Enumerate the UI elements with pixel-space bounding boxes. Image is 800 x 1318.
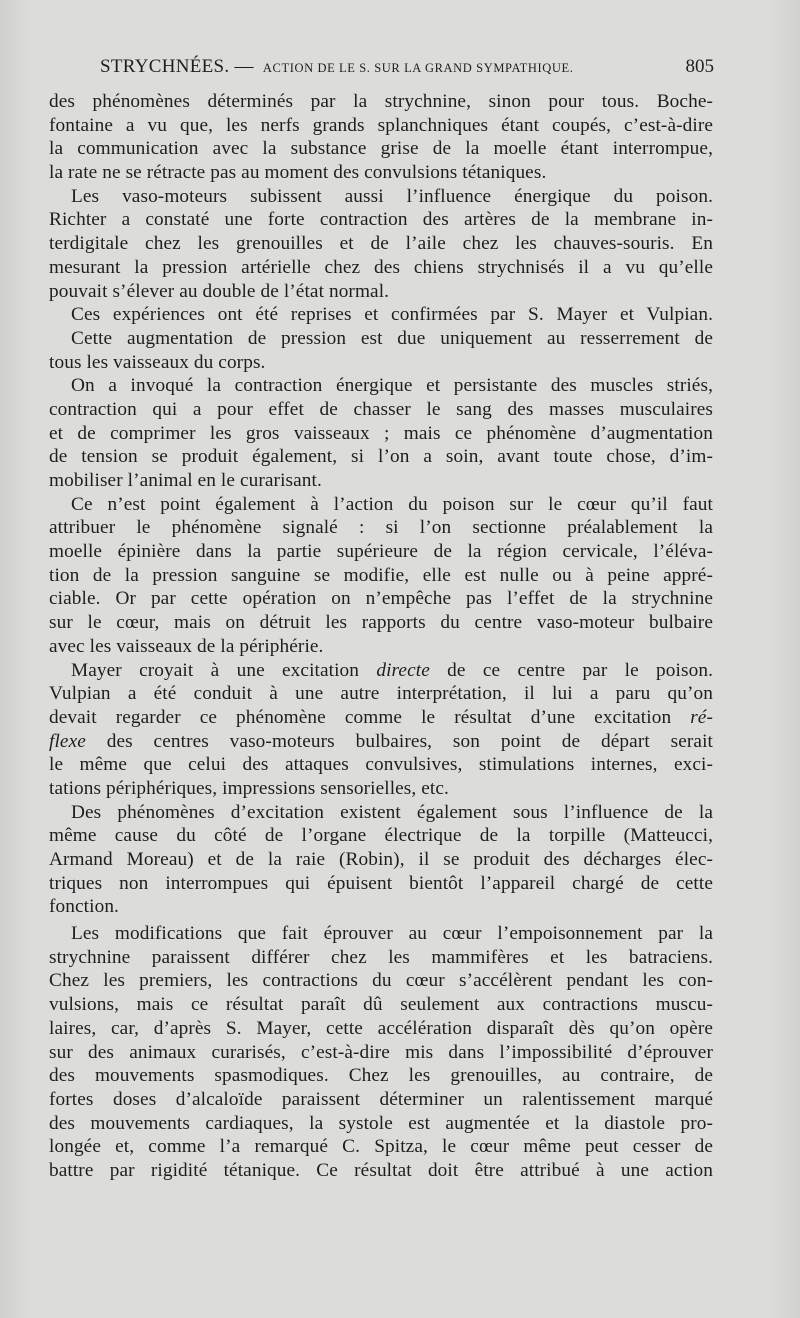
text-line: sur des animaux curarisés, c’est-à-dire mis dans l’impossibilité d’éprouver: [49, 1041, 713, 1063]
text-line: mobiliser l’animal en le curarisant.: [49, 470, 322, 491]
page-number: 805: [685, 56, 714, 77]
running-title-dash: —: [234, 56, 254, 77]
text-line: Des phénomènes d’excitation existent également sous l’influence de la: [71, 801, 713, 823]
text-line: vulsions, mais ce résultat paraît dû seulement aux contractions muscu-: [49, 994, 713, 1016]
text-line: de tension se produit également, si l’on a soin, avant toute chose, d’im-: [49, 446, 713, 468]
text-segment: des centres vaso-moteurs bulbaires, son point de départ serait: [85, 730, 713, 752]
text-line: terdigitale chez les grenouilles et de l’aile chez les chauves-souris. En: [49, 233, 713, 255]
text-line: et de comprimer les gros vaisseaux ; mais ce phénomène d’augmentation: [49, 422, 713, 444]
italic-word: ré-: [690, 706, 713, 728]
text-line: strychnine paraissent différer chez les mammifères et les batraciens.: [49, 946, 713, 968]
text-line: longée et, comme l’a remarqué C. Spitza, le cœur même peut cesser de: [49, 1136, 713, 1158]
text-line: On a invoqué la contraction énergique et persistante des muscles striés,: [71, 375, 713, 397]
italic-word: directe: [376, 659, 430, 681]
text-line: tion de la pression sanguine se modifie, elle est nulle ou à peine appré-: [49, 564, 713, 586]
italic-word: flexe: [49, 730, 86, 752]
text-line: fonction.: [49, 896, 119, 918]
text-line: [49, 730, 713, 754]
text-line: la communication avec la substance grise de la moelle étant interrompue,: [49, 138, 713, 160]
text-line: des phénomènes déterminés par la strychnine, sinon pour tous. Boche-: [49, 91, 713, 112]
running-title-main: STRYCHNÉES.: [100, 56, 230, 77]
text-line: Armand Moreau) et de la raie (Robin), il se produit des décharges élec-: [49, 849, 713, 870]
text-line: la rate ne se rétracte pas au moment des convulsions tétaniques.: [49, 162, 547, 184]
body-text: [49, 90, 713, 1183]
text-line: battre par rigidité tétanique. Ce résultat doit être attribué à une action: [49, 1159, 713, 1181]
running-title: [100, 56, 574, 78]
text-line: Les vaso-moteurs subissent aussi l’influence énergique du poison.: [71, 185, 713, 207]
text-segment: Mayer croyait à une excitation: [71, 659, 377, 681]
text-line: Ces expériences ont été reprises et confirmées par S. Mayer et Vulpian.: [71, 304, 713, 326]
text-line: des mouvements cardiaques, la systole est augmentée et la diastole pro-: [49, 1112, 713, 1134]
text-segment: devait regarder ce phénomène comme le résultat d’une excitation: [49, 706, 691, 728]
text-line: sur le cœur, mais on détruit les rapports du centre vaso-moteur bulbaire: [49, 612, 713, 634]
text-line: attribuer le phénomène signalé : si l’on sectionne préalablement la: [49, 517, 713, 539]
text-line: [49, 706, 713, 730]
text-line: Cette augmentation de pression est due uniquement au resserrement de: [71, 327, 713, 349]
text-line: avec les vaisseaux de la périphérie.: [49, 635, 324, 657]
text-line: Les modifications que fait éprouver au cœur l’empoisonnement par la: [71, 923, 713, 945]
text-segment: de ce centre par le poison.: [429, 659, 714, 681]
text-line: pouvait s’élever au double de l’état normal.: [49, 280, 390, 302]
text-line: Vulpian a été conduit à une autre interprétation, il lui a paru qu’on: [49, 683, 713, 705]
text-line: fortes doses d’alcaloïde paraissent déterminer un ralentissement marqué: [49, 1088, 713, 1110]
text-line: ciable. Or par cette opération on n’empêche pas l’effet de la strychnine: [49, 588, 713, 610]
text-line: même cause du côté de l’organe électrique de la torpille (Matteucci,: [49, 825, 713, 847]
text-line: des mouvements spasmodiques. Chez les grenouilles, au contraire, de: [49, 1065, 713, 1087]
text-line: tous les vaisseaux du corps.: [49, 351, 266, 373]
text-line: le même que celui des attaques convulsives, stimulations internes, exci-: [49, 754, 713, 776]
text-line: triques non interrompues qui épuisent bientôt l’appareil chargé de cette: [49, 872, 713, 894]
running-title-sub: ACTION DE LE S. SUR LA GRAND SYMPATHIQUE.: [262, 61, 574, 75]
text-line: Ce n’est point également à l’action du poison sur le cœur qu’il faut: [71, 493, 713, 515]
text-line: Richter a constaté une forte contraction des artères de la membrane in-: [49, 209, 713, 231]
text-line: mesurant la pression artérielle chez des chiens strychnisés il a vu qu’elle: [49, 256, 713, 278]
running-header: [100, 56, 720, 82]
text-line: tations périphériques, impressions sensorielles, etc.: [49, 777, 449, 799]
text-line: contraction qui a pour effet de chasser le sang des masses musculaires: [49, 398, 713, 420]
text-line: moelle épinière dans la partie supérieure de la région cervicale, l’éléva-: [49, 541, 713, 563]
text-line: fontaine a vu que, les nerfs grands splanchniques étant coupés, c’est-à-dire: [49, 114, 713, 136]
text-line: [49, 659, 713, 683]
text-line: Chez les premiers, les contractions du cœur s’accélèrent pendant les con-: [49, 970, 713, 992]
text-line: laires, car, d’après S. Mayer, cette accélération disparaît dès qu’on opère: [49, 1017, 713, 1039]
